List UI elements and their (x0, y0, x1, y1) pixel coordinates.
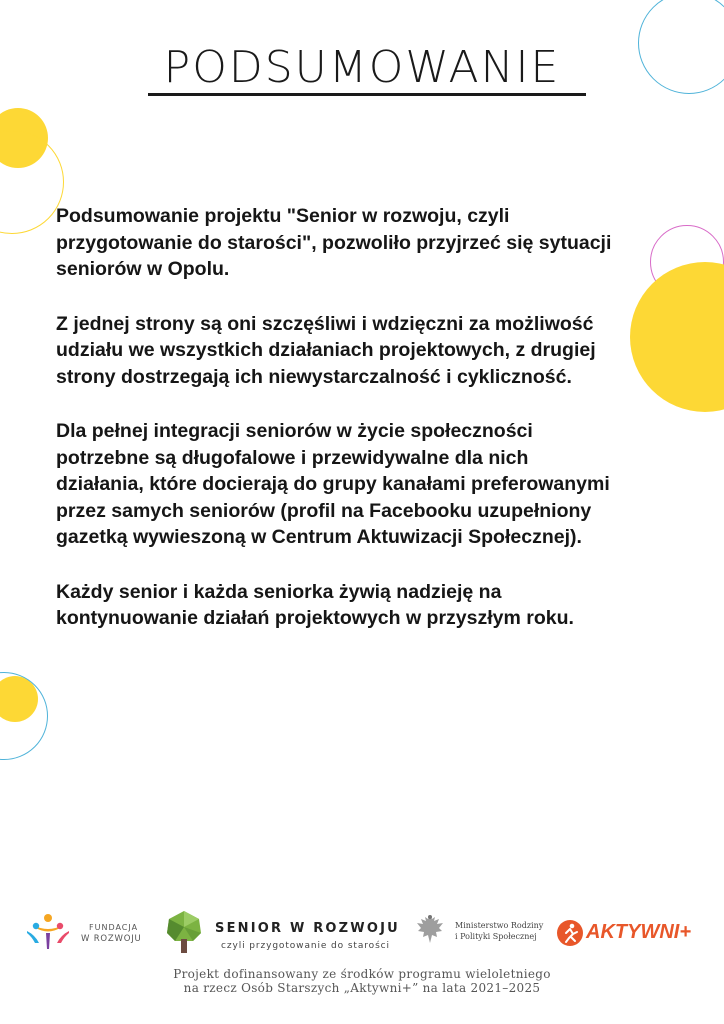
ministry-logo (415, 913, 545, 953)
paragraph-4: Każdy senior i każda seniorka żywią nadzieję na kontynuowanie działań projektowych w przyszłym roku. (56, 580, 574, 629)
credit-line-2: na rzecz Osób Starszych „Aktywni+” na lata 2021–2025 (183, 981, 541, 995)
senior-w-rozwoju-logo (165, 909, 405, 959)
title-underline (148, 93, 586, 96)
fundacja-name-line2: W ROZWOJU (81, 934, 142, 944)
page-title: PODSUMOWANIE (163, 42, 561, 93)
running-figure-badge-icon (556, 919, 584, 947)
ministry-name-line1: Ministerstwo Rodziny (455, 921, 544, 930)
decor-circle-blue-outline-left (0, 672, 48, 760)
decor-circle-yellow-outline-left (0, 130, 64, 234)
funding-credit (0, 967, 724, 995)
senior-logo-subtitle: czyli przygotowanie do starości (221, 941, 390, 951)
fundacja-logo (25, 911, 155, 955)
polish-eagle-emblem-icon (415, 913, 445, 947)
senior-logo-title: SENIOR W ROZWOJU (215, 921, 400, 936)
paragraph-3: Dla pełnej integracji seniorów w życie społeczności potrzebne są długofalowe i przewidywalne dla nich działania, które docierają do grupy kanałami preferowanymi przez samych seniorów (profil na Facebooku uzupełniony gazetką wywieszoną w Centrum Aktuwizacji Społecznej). (56, 420, 610, 548)
paragraph-1: Podsumowanie projektu "Senior w rozwoju, czyli przygotowanie do starości", pozwoliło przyjrzeć się sytuacji seniorów w Opolu. (56, 205, 612, 280)
aktywni-wordmark: AKTYWNI+ (586, 921, 691, 943)
fundacja-name-line1: FUNDACJA (89, 923, 139, 932)
decor-circle-yellow-right (630, 262, 724, 412)
footer-logos (0, 905, 724, 965)
aktywni-logo (556, 917, 706, 953)
tree-icon (165, 909, 203, 955)
people-figures-icon (25, 913, 71, 953)
paragraph-2: Z jednej strony są oni szczęśliwi i wdzięczni za możliwość udziału we wszystkich działaniach projektowych, z drugiej strony dostrzegają ich niewystarczalność i cykliczność. (56, 312, 596, 388)
summary-body (56, 203, 616, 660)
ministry-name-line2: i Polityki Społecznej (455, 932, 537, 941)
credit-line-1: Projekt dofinansowany ze środków programu wieloletniego (173, 967, 551, 981)
